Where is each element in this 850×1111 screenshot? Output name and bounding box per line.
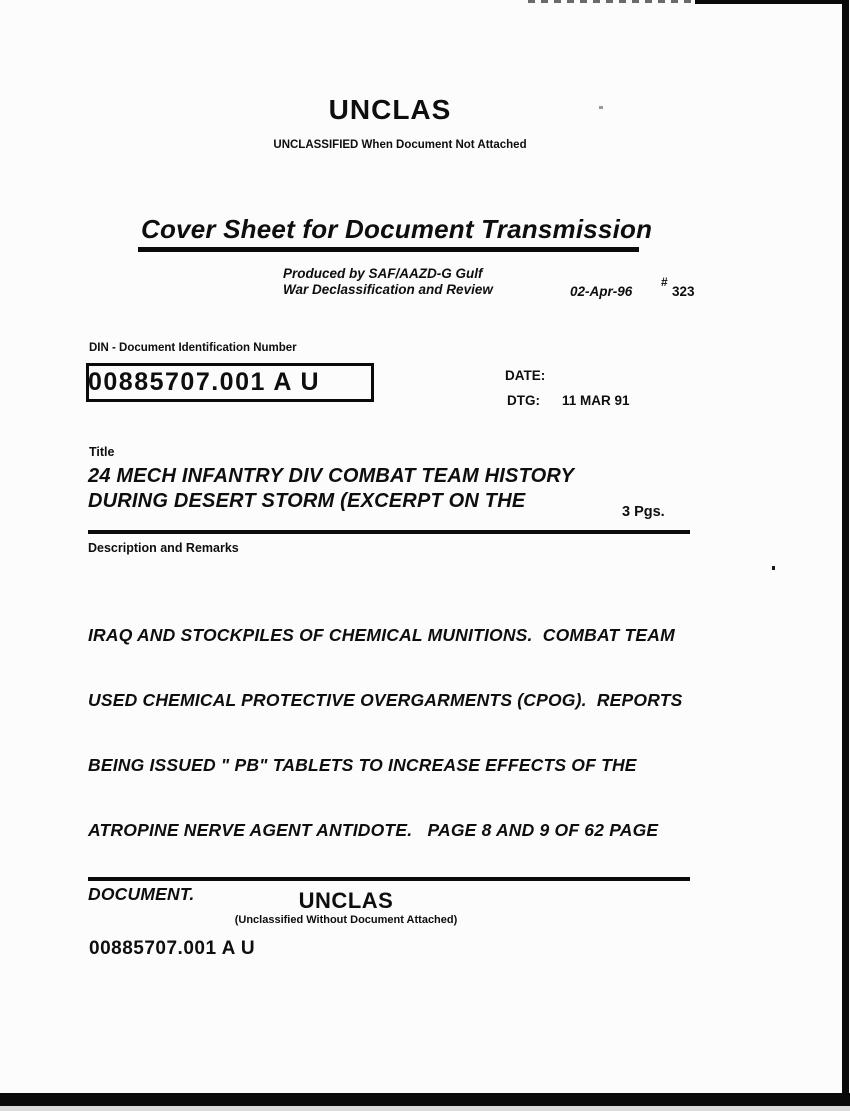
document-title xyxy=(88,464,574,514)
date-label: DATE: xyxy=(505,368,546,383)
scan-speck xyxy=(772,566,775,570)
din-label: DIN - Document Identification Number xyxy=(89,342,297,354)
title-field-label: Title xyxy=(89,445,115,459)
dtg-label: DTG: xyxy=(507,393,540,408)
description-line: ATROPINE NERVE AGENT ANTIDOTE. PAGE 8 AND 9 OF 62 PAGE xyxy=(88,819,659,840)
description-label: Description and Remarks xyxy=(88,541,239,555)
classification-footer-note: (Unclassified Without Document Attached) xyxy=(234,914,458,926)
page-count: 3 Pgs. xyxy=(622,504,665,520)
scan-artifact-right-edge xyxy=(842,0,849,1094)
footer-din-value: 00885707.001 A U xyxy=(89,938,256,959)
number-sign: # xyxy=(661,275,668,289)
sequence-number: 323 xyxy=(672,284,695,299)
section-divider xyxy=(88,530,690,534)
document-title-line2: DURING DESERT STORM (EXCERPT ON THE xyxy=(88,490,526,512)
title-underline xyxy=(138,247,639,252)
description-line: USED CHEMICAL PROTECTIVE OVERGARMENTS (CPOG). REPORTS xyxy=(88,689,683,710)
description-line: DOCUMENT. xyxy=(88,884,195,905)
din-value: 00885707.001 A U xyxy=(88,368,321,396)
classification-header: UNCLAS xyxy=(328,94,452,125)
description-line: IRAQ AND STOCKPILES OF CHEMICAL MUNITIONS. COMBAT TEAM xyxy=(88,625,675,646)
scan-artifact-top-dashes xyxy=(528,0,700,3)
description-line: BEING ISSUED " PB" TABLETS TO INCREASE EFFECTS OF THE xyxy=(88,754,637,775)
classification-header-note: UNCLASSIFIED When Document Not Attached xyxy=(273,139,527,151)
dtg-value: 11 MAR 91 xyxy=(562,393,630,408)
produced-by-line1: Produced by SAF/AAZD-G Gulf xyxy=(283,266,483,281)
production-date: 02-Apr-96 xyxy=(570,284,633,299)
produced-by-line2: War Declassification and Review xyxy=(283,282,493,297)
scan-artifact-bottom-edge xyxy=(0,1093,850,1106)
scan-speck xyxy=(599,106,603,109)
scan-artifact-top-line xyxy=(695,0,848,4)
footer-divider xyxy=(88,877,690,881)
classification-footer: UNCLAS xyxy=(298,888,394,913)
document-title-line1: 24 MECH INFANTRY DIV COMBAT TEAM HISTORY xyxy=(88,465,575,487)
page-title: Cover Sheet for Document Transmission xyxy=(141,214,653,244)
scan-artifact-bottom-strip xyxy=(0,1106,850,1111)
produced-by xyxy=(283,266,493,298)
